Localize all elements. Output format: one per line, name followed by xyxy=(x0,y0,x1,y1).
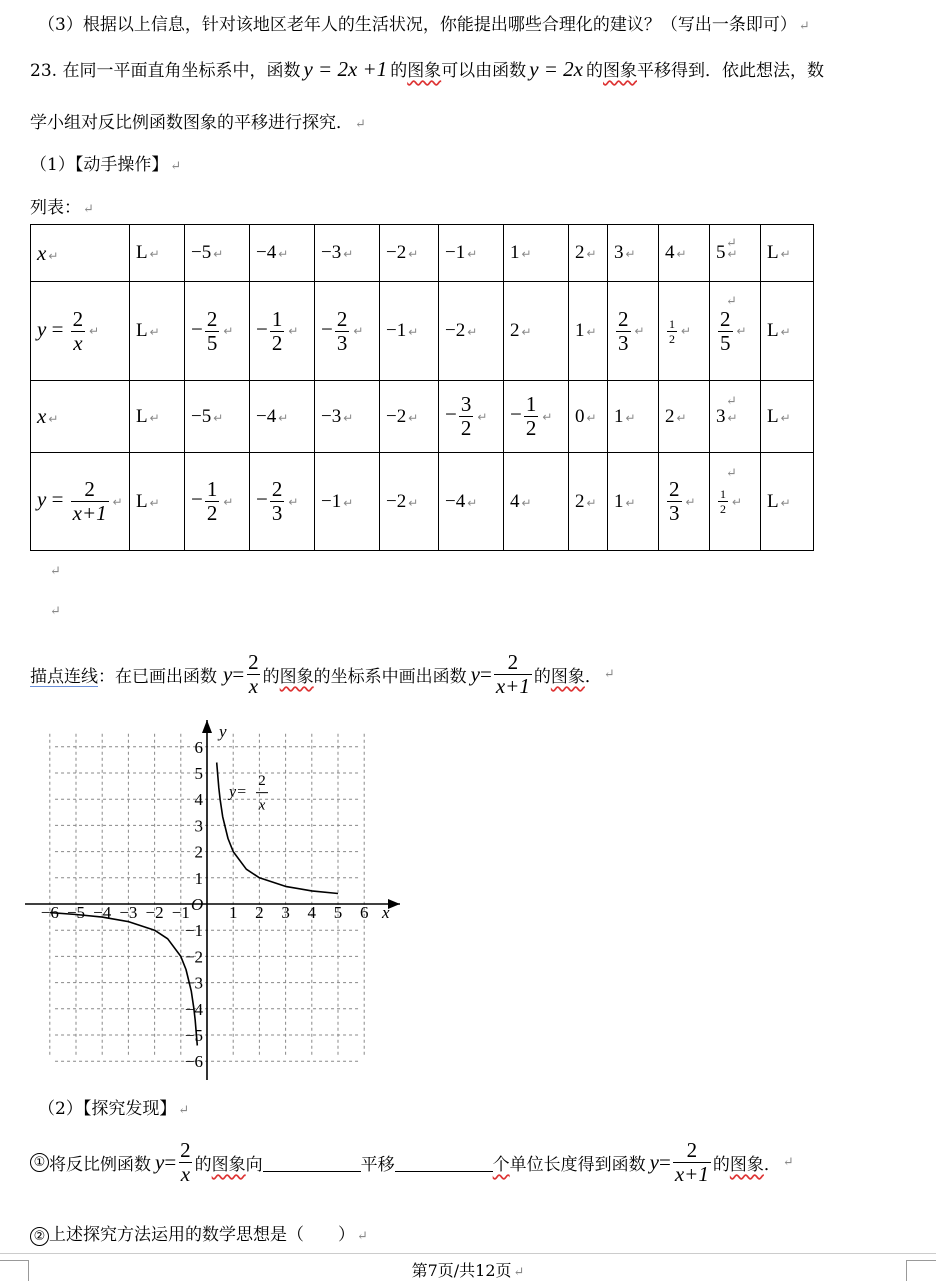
table-cell: −3 ↵ xyxy=(315,381,380,453)
y-tick-label: 5 xyxy=(194,764,203,783)
part1-heading: （1）【动手操作】 ↵ xyxy=(30,155,182,175)
item-number-1: ① xyxy=(30,1153,49,1172)
direction-blank[interactable] xyxy=(263,1153,361,1172)
table-cell: −3 ↵ xyxy=(315,225,380,282)
y-tick-label: −1 xyxy=(184,921,203,941)
table-cell: L ↵ xyxy=(761,453,814,551)
curve-y-2-over-x-branch-2 xyxy=(217,763,338,894)
row4-head: y = $\frac{2}{x+1}$ ↵ xyxy=(31,453,130,551)
plot-label: 描点连线 xyxy=(30,667,98,687)
q23-intro-line2: 学小组对反比例函数图象的平移进行探究． ↵ xyxy=(30,113,366,133)
x-tick-label: 4 xyxy=(307,903,317,922)
coordinate-plot xyxy=(0,715,420,1085)
table-cell: −4 ↵ xyxy=(250,225,315,282)
y-tick-label: 4 xyxy=(194,790,203,810)
origin-label: O xyxy=(191,895,204,914)
y-tick-label: −5 xyxy=(184,1026,203,1045)
x-tick-label: 2 xyxy=(255,903,264,922)
table-title: 列表： ↵ xyxy=(30,198,94,218)
part2-heading: （2）【探究发现】 ↵ xyxy=(38,1099,190,1119)
y-axis-label: y xyxy=(219,722,227,741)
footer-divider xyxy=(0,1253,936,1254)
y-tick-label: −4 xyxy=(184,999,203,1019)
y-tick-label: −3 xyxy=(184,973,203,993)
table-cell: $\frac{1}{2}$ ↵ xyxy=(659,282,710,381)
y-tick-label: 3 xyxy=(194,816,203,836)
table-cell: L ↵ xyxy=(130,282,185,381)
table-row xyxy=(31,282,814,381)
row3-head: x ↵ xyxy=(31,381,130,453)
statement-1: ① 将反比例函数 y = $\frac{2}{x}$ 的 图象 向 平移 个 单位长度得到函数 y = $\frac{2}{x+1}$ 的 图象 ． ↵ xyxy=(30,1140,794,1185)
y-tick-label: 1 xyxy=(194,868,203,888)
x-axis-label: x xyxy=(382,903,390,922)
y-tick-label: −6 xyxy=(184,1052,203,1072)
table-cell: − $\frac{1}{2}$ ↵ xyxy=(185,453,250,551)
table-cell: − $\frac{1}{2}$ ↵ xyxy=(250,282,315,381)
table-cell: L ↵ xyxy=(761,282,814,381)
table-row xyxy=(31,225,814,282)
x-tick-label: −1 xyxy=(171,903,190,922)
table-cell: −1 ↵ xyxy=(439,225,504,282)
q23-intro-line1: 23. 在同一平面直角坐标系中，函数 y = 2x +1 的图象可以由函数 y = 2x 的图象平移得到．依此想法，数 xyxy=(30,57,824,81)
item-number-2: ② xyxy=(30,1227,49,1246)
table-cell: 2 ↵ xyxy=(569,225,608,282)
x-tick-label: 6 xyxy=(359,903,369,922)
table-cell: − $\frac{2}{5}$ ↵ xyxy=(185,282,250,381)
table-cell: 4 ↵ xyxy=(659,225,710,282)
plot-instruction: 描点连线 ：在已画出函数 y = $\frac{2}{x}$ 的 图象 的坐标系中画出函数 y = $\frac{2}{x+1}$ 的 图象 ． ↵ xyxy=(30,650,615,698)
table-cell: $\frac{1}{2}$ ↵ xyxy=(710,453,761,551)
curve-label-num: 2 xyxy=(258,772,266,789)
table-cell: L ↵ xyxy=(130,453,185,551)
value-table xyxy=(30,224,814,551)
table-cell: −4 ↵ xyxy=(250,381,315,453)
table-cell: 3 ↵ xyxy=(710,381,761,453)
x-tick-label: −4 xyxy=(93,903,112,922)
curve-label: y= xyxy=(229,783,247,801)
table-cell: L ↵ xyxy=(761,381,814,453)
y-tick-label: 6 xyxy=(194,737,203,757)
row1-head: x ↵ xyxy=(31,225,130,282)
table-cell: −4 ↵ xyxy=(439,453,504,551)
table-cell: 2 ↵ xyxy=(569,453,608,551)
table-cell: 0 ↵ xyxy=(569,381,608,453)
table-row xyxy=(31,453,814,551)
table-cell: 4 ↵ xyxy=(504,453,569,551)
table-cell: 2 ↵ xyxy=(504,282,569,381)
x-tick-label: −5 xyxy=(66,903,86,922)
table-row xyxy=(31,381,814,453)
curve-y-2-over-x-branch-1 xyxy=(50,913,198,1046)
x-tick-label: 1 xyxy=(228,903,238,922)
table-cell: 3 ↵ xyxy=(608,225,659,282)
table-cell: − $\frac{3}{2}$ ↵ xyxy=(439,381,504,453)
table-cell: −1 ↵ xyxy=(380,282,439,381)
table-cell: −2 ↵ xyxy=(380,381,439,453)
table-cell: −5 ↵ xyxy=(185,381,250,453)
table-cell: − $\frac{2}{3}$ ↵ xyxy=(250,453,315,551)
table-cell: $\frac{2}{3}$ ↵ xyxy=(608,282,659,381)
x-tick-label: 5 xyxy=(333,903,343,922)
x-tick-label: −3 xyxy=(119,903,138,922)
curve-label-den: x xyxy=(258,797,266,814)
table-cell: L ↵ xyxy=(130,225,185,282)
table-cell: $\frac{2}{3}$ ↵ xyxy=(659,453,710,551)
page-footer: 第7页/共12页 ↵ xyxy=(411,1261,525,1280)
x-tick-label: 3 xyxy=(281,903,290,922)
table-cell: −2 ↵ xyxy=(380,453,439,551)
units-blank[interactable] xyxy=(395,1153,493,1172)
table-cell: L ↵ xyxy=(130,381,185,453)
table-cell: 1 ↵ xyxy=(569,282,608,381)
table-cell: 1 ↵ xyxy=(608,453,659,551)
row2-head: y = $\frac{2}{x}$ ↵ xyxy=(31,282,130,381)
table-cell: 2 ↵ xyxy=(659,381,710,453)
statement-2: ② 上述探究方法运用的数学思想是（ ） ↵ xyxy=(30,1220,368,1246)
x-tick-label: −6 xyxy=(40,903,59,922)
table-cell: −1 ↵ xyxy=(315,453,380,551)
y-axis-arrow xyxy=(202,720,212,733)
table-cell: 5 ↵ xyxy=(710,225,761,282)
table-cell: $\frac{2}{5}$ ↵ xyxy=(710,282,761,381)
x-axis-arrow xyxy=(388,899,400,909)
x-tick-label: −2 xyxy=(145,903,164,922)
y-tick-label: −2 xyxy=(184,947,203,967)
table-cell: L ↵ xyxy=(761,225,814,282)
table-cell: − $\frac{1}{2}$ ↵ xyxy=(504,381,569,453)
table-cell: 1 ↵ xyxy=(608,381,659,453)
table-cell: 1 ↵ xyxy=(504,225,569,282)
table-cell: − $\frac{2}{3}$ ↵ xyxy=(315,282,380,381)
table-cell: −5 ↵ xyxy=(185,225,250,282)
table-cell: −2 ↵ xyxy=(380,225,439,282)
q22-part3: （3）根据以上信息，针对该地区老年人的生活状况，你能提出哪些合理化的建议？（写出一条即可） ↵ xyxy=(38,15,810,35)
table-cell: −2 ↵ xyxy=(439,282,504,381)
y-tick-label: 2 xyxy=(194,842,203,862)
